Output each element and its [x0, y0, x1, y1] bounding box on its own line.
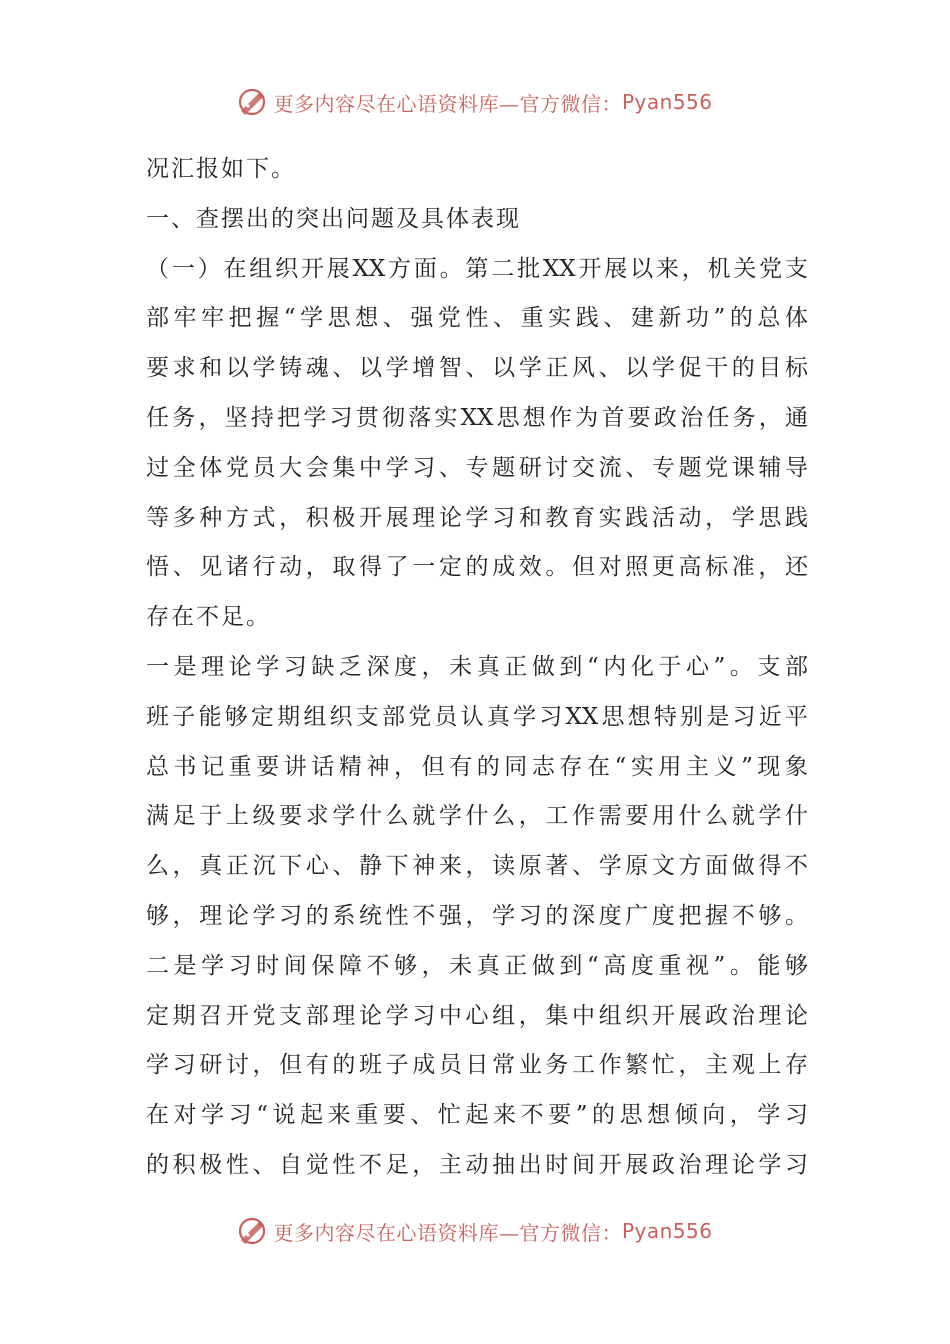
text-line: 过全体党员大会集中学习、专题研讨交流、专题党课辅导	[146, 454, 808, 481]
text-line: 在对学习“说起来重要、忙起来不要”的思想倾向，学习	[146, 1102, 808, 1129]
text-line: 任务，坚持把学习贯彻落实XX思想作为首要政治任务，通	[146, 404, 808, 431]
text-line: 一是理论学习缺乏深度，未真正做到“内化于心”。支部	[146, 653, 808, 680]
text-line: 定期召开党支部理论学习中心组，集中组织开展政治理论	[146, 1002, 808, 1029]
text-line: 二是学习时间保障不够，未真正做到“高度重视”。能够	[146, 952, 808, 979]
text-line: （一）在组织开展XX方面。第二批XX开展以来，机关党支	[146, 255, 808, 282]
text-line: 够，理论学习的系统性不强，学习的深度广度把握不够。	[146, 902, 808, 929]
text-line: 部牢牢把握“学思想、强党性、重实践、建新功”的总体	[146, 305, 808, 332]
text-line: 的积极性、自觉性不足，主动抽出时间开展政治理论学习	[146, 1151, 808, 1178]
pen-circle-logo-icon	[237, 87, 267, 117]
text-line: 么，真正沉下心、静下神来，读原著、学原文方面做得不	[146, 853, 808, 880]
text-line: 学习研讨，但有的班子成员日常业务工作繁忙，主观上存	[146, 1052, 808, 1079]
watermark-site-text: 更多内容尽在心语资料库—官方微信：	[273, 91, 622, 116]
watermark-account-id: Pyan556	[621, 1219, 713, 1243]
watermark-account-id: Pyan556	[621, 90, 713, 114]
text-line: 满足于上级要求学什么就学什么，工作需要用什么就学什	[146, 803, 808, 830]
header-watermark	[0, 82, 950, 122]
watermark-site-text: 更多内容尽在心语资料库—官方微信：	[273, 1220, 622, 1245]
text-line: 一、查摆出的突出问题及具体表现	[146, 205, 521, 232]
text-line: 总书记重要讲话精神，但有的同志存在“实用主义”现象	[146, 753, 808, 780]
text-line: 要求和以学铸魂、以学增智、以学正风、以学促干的目标	[146, 355, 808, 382]
text-line: 存在不足。	[146, 604, 271, 631]
footer-watermark	[0, 1211, 950, 1251]
pen-circle-logo-icon	[237, 1216, 267, 1246]
text-line: 况汇报如下。	[146, 156, 296, 182]
document-body	[146, 145, 808, 1191]
text-line: 班子能够定期组织支部党员认真学习XX思想特别是习近平	[146, 703, 808, 730]
text-line: 等多种方式，积极开展理论学习和教育实践活动，学思践	[146, 504, 808, 531]
text-line: 悟、见诸行动，取得了一定的成效。但对照更高标准，还	[146, 554, 808, 581]
